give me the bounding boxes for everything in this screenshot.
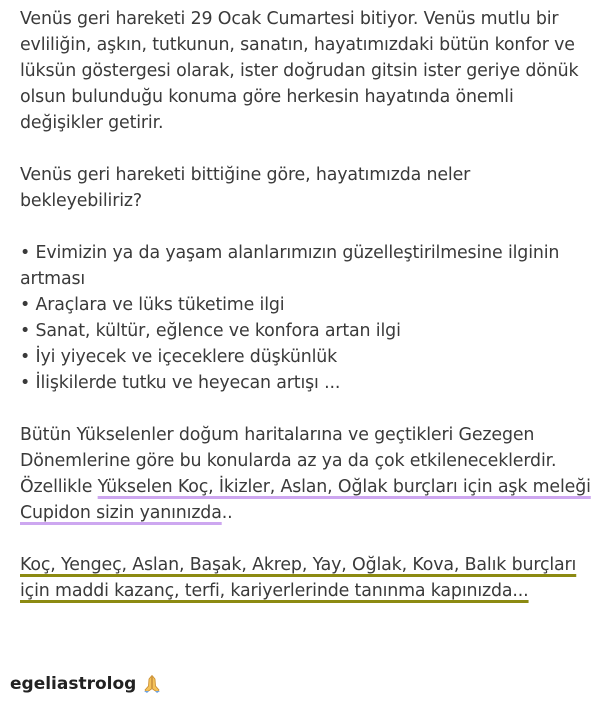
career-paragraph — [20, 552, 592, 604]
career-highlight: Koç, Yengeç, Aslan, Başak, Akrep, Yay, Oğlak, Kova, Balık burçları için maddi kazanç, terfi, kariyerlerinde tanınma kapınızda... — [20, 555, 577, 601]
post-body — [20, 6, 592, 604]
list-item: • Araçlara ve lüks tüketime ilgi — [20, 295, 285, 315]
spacer — [20, 526, 592, 552]
list-item: • Sanat, kültür, eğlence ve konfora artan ilgi — [20, 321, 401, 341]
ascendant-paragraph — [20, 422, 592, 526]
expectations-list — [20, 240, 592, 396]
post-footer — [10, 674, 162, 694]
cupid-highlight: Yükselen Koç, İkizler, Aslan, Oğlak burçları için aşk meleği Cupidon sizin yanınızda — [20, 477, 591, 523]
question-paragraph: Venüs geri hareketi bittiğine göre, hayatımızda neler bekleyebiliriz? — [20, 165, 471, 211]
spacer — [20, 214, 592, 240]
spacer — [20, 136, 592, 162]
intro-paragraph: Venüs geri hareketi 29 Ocak Cumartesi bitiyor. Venüs mutlu bir evliliğin, aşkın, tutkunun, sanatın, hayatımızdaki bütün konfor ve lüksün göstergesi olarak, ister doğrudan gitsin ister geriye dönük olsun bulunduğu konuma göre herkesin hayatında önemli değişikler getirir. — [20, 9, 579, 133]
list-item: • İlişkilerde tutku ve heyecan artışı ... — [20, 373, 341, 393]
list-item: • İyi yiyecek ve içeceklere düşkünlük — [20, 347, 338, 367]
spacer — [20, 396, 592, 422]
ascendant-intro-text: Bütün Yükselenler doğum haritalarına ve geçtikleri Gezegen Dönemlerine göre bu konularda az ya da çok etkileneceklerdir. Özellikle — [20, 425, 557, 497]
list-item: • Evimizin ya da yaşam alanlarımızın güzelleştirilmesine ilginin artması — [20, 243, 560, 289]
cupid-tail: .. — [221, 503, 233, 523]
praying-hands-icon — [142, 674, 162, 694]
username-link[interactable]: egeliastrolog — [10, 674, 137, 694]
